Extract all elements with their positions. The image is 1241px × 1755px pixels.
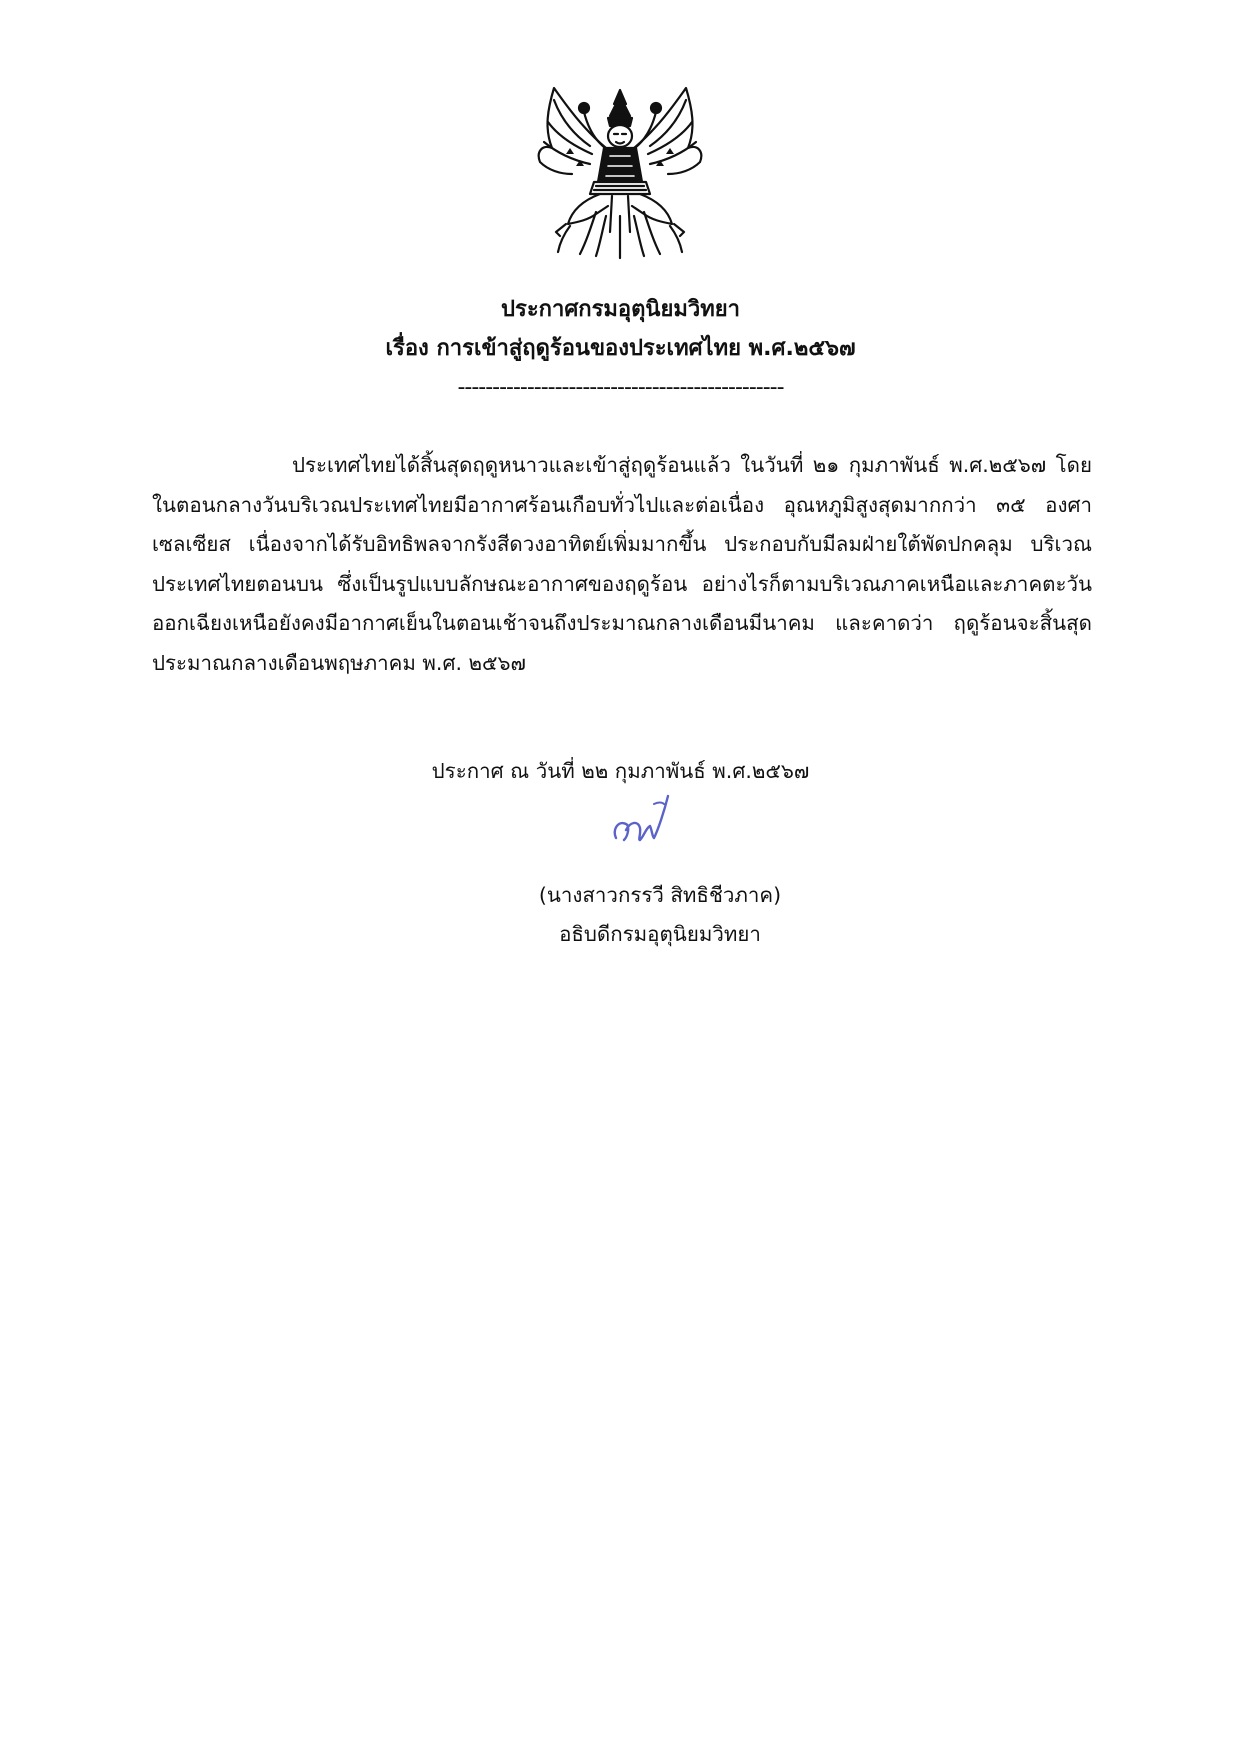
announcement-body: ประเทศไทยได้สิ้นสุดฤดูหนาวและเข้าสู่ฤดูร้อนแล้ว ในวันที่ ๒๑ กุมภาพันธ์ พ.ศ.๒๕๖๗ โดยในตอนกลางวันบริเวณประเทศไทยมีอากาศร้อนเกือบทั่วไปและต่อเนื่อง อุณหภูมิสูงสุดมากกว่า ๓๕ องศาเซลเซียส เนื่องจากได้รับอิทธิพลจากรังสีดวงอาทิตย์เพิ่มมากขึ้น ประกอบกับมีลมฝ่ายใต้พัดปกคลุม บริเวณประเทศไทยตอนบน ซึ่งเป็นรูปแบบลักษณะอากาศของฤดูร้อน อย่างไรก็ตามบริเวณภาคเหนือและภาคตะวันออกเฉียงเหนือยังคงมีอากาศเย็นในตอนเช้าจนถึงประมาณกลางเดือนมีนาคม และคาดว่า ฤดูร้อนจะสิ้นสุดประมาณกลางเดือนพฤษภาคม พ.ศ. ๒๕๖๗ bbox=[152, 453, 1092, 675]
announcement-date: ประกาศ ณ วันที่ ๒๒ กุมภาพันธ์ พ.ศ.๒๕๖๗ bbox=[431, 759, 810, 783]
announcement-title: ประกาศกรมอุตุนิยมวิทยา bbox=[501, 297, 740, 322]
title-divider: ----------------------------------------------- bbox=[457, 375, 784, 400]
signer-name: (นางสาวกรรวี สิทธิชีวภาค) bbox=[538, 883, 782, 907]
announcement-subject: เรื่อง การเข้าสู่ฤดูร้อนของประเทศไทย พ.ศ.๒๕๖๗ bbox=[385, 336, 856, 361]
signature-mark bbox=[608, 790, 678, 850]
garuda-emblem-icon bbox=[530, 82, 710, 262]
signer-position: อธิบดีกรมอุตุนิยมวิทยา bbox=[559, 922, 761, 946]
